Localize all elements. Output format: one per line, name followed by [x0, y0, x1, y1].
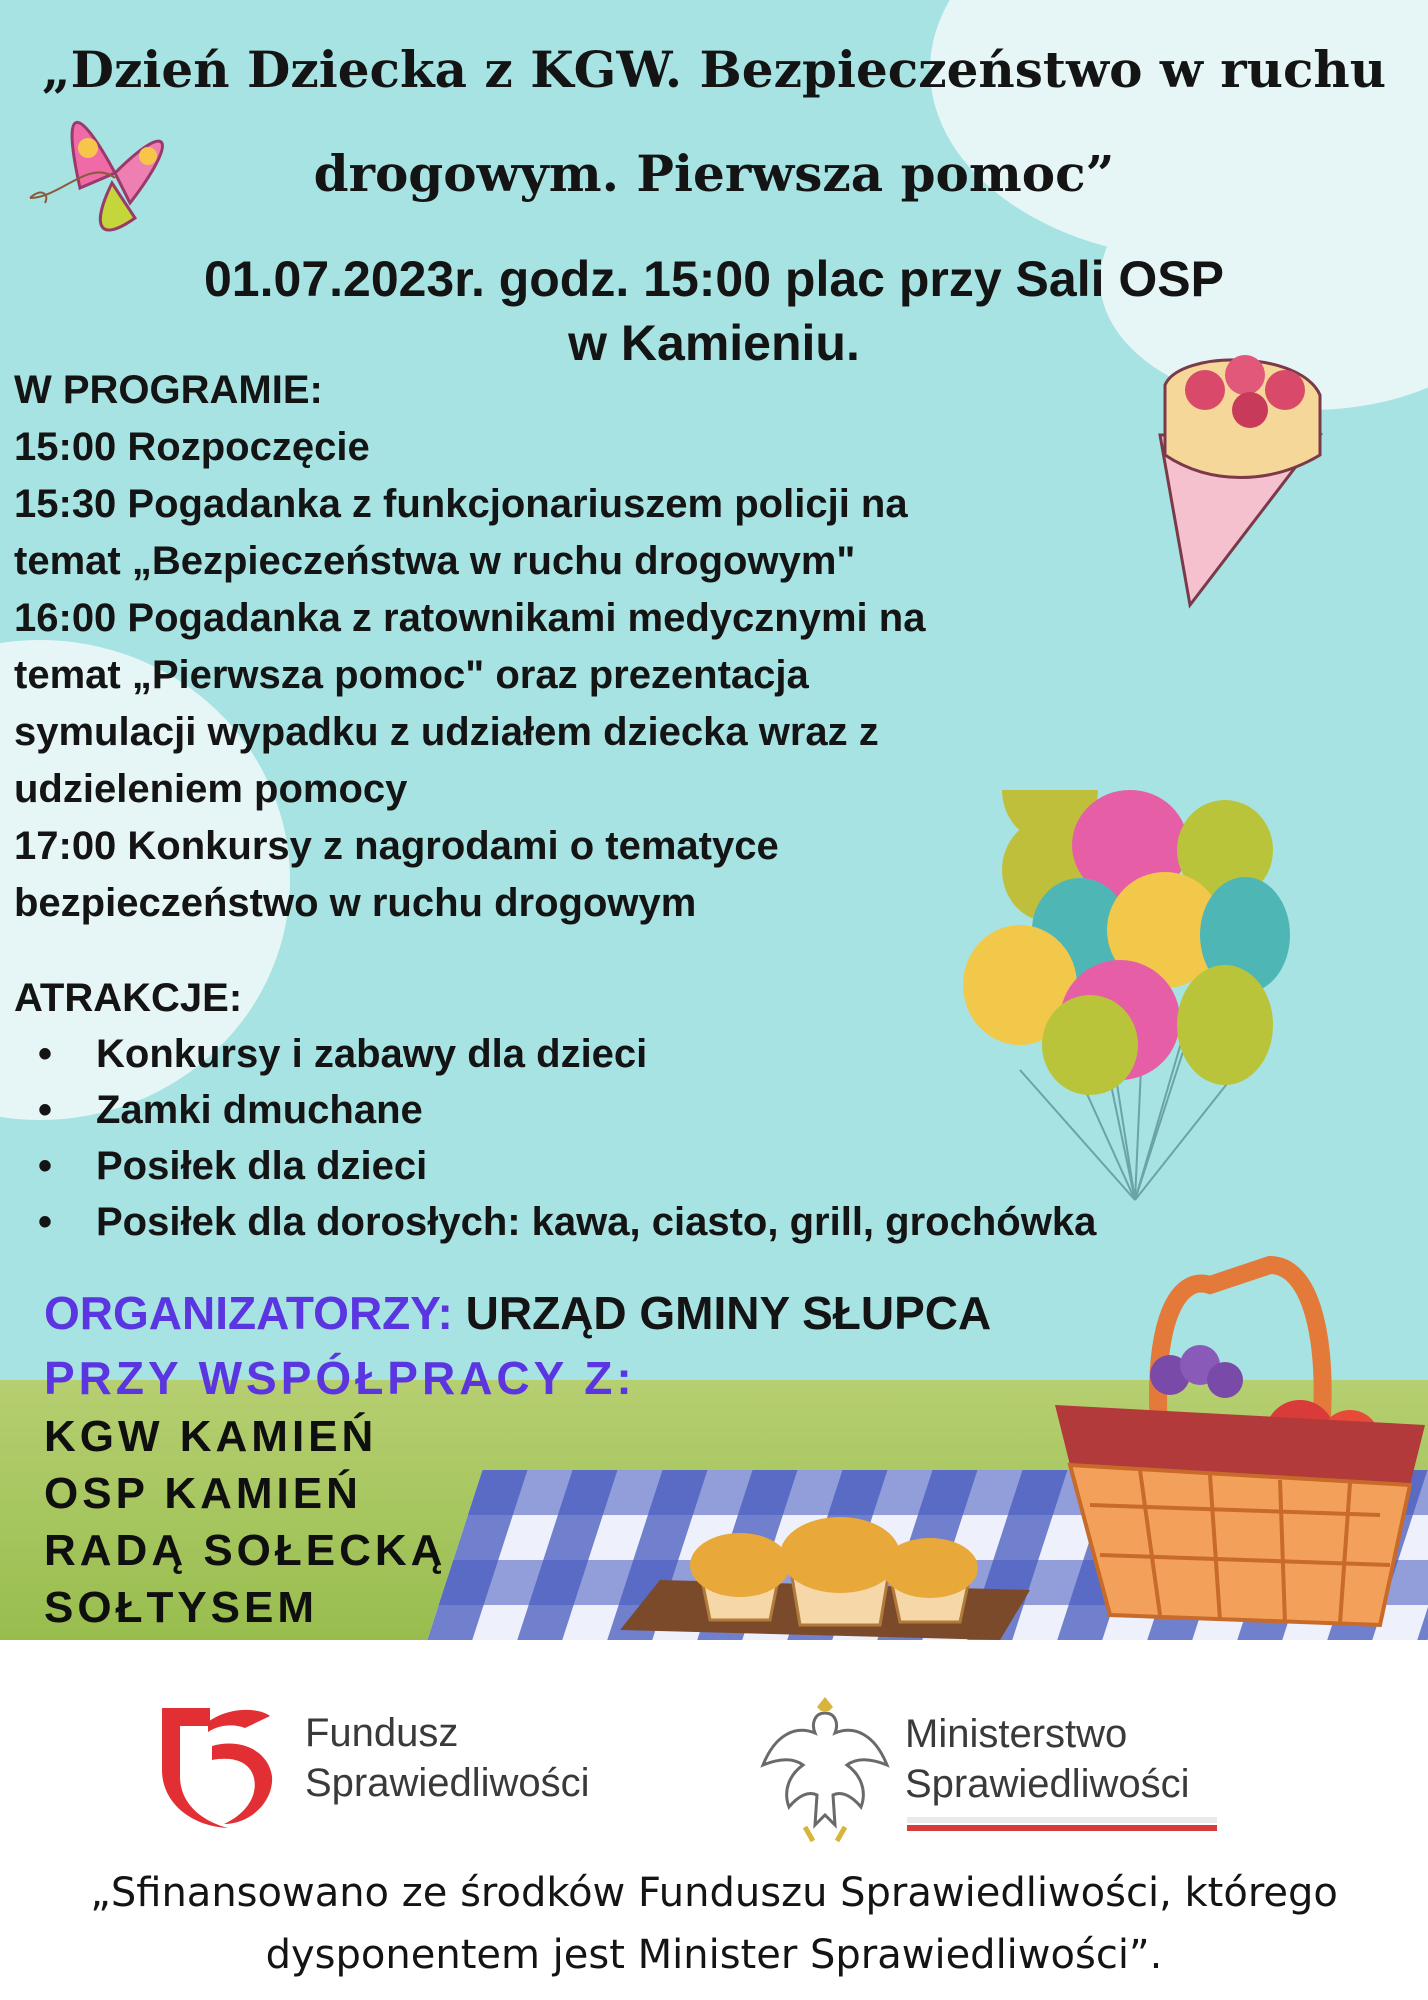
- event-date-line2: w Kamieniu.: [568, 315, 860, 371]
- list-item: • Posiłek dla dzieci: [14, 1138, 1096, 1194]
- list-item: • Posiłek dla dorosłych: kawa, ciasto, grill, grochówka: [14, 1194, 1096, 1250]
- program-line: 15:00 Rozpoczęcie: [14, 425, 370, 469]
- event-date-place: [0, 247, 1428, 375]
- ministerstwo-line1: Ministerstwo: [905, 1712, 1128, 1756]
- program-line: udzieleniem pomocy: [14, 767, 408, 811]
- list-item: • Zamki dmuchane: [14, 1082, 1096, 1138]
- list-item: • Konkursy i zabawy dla dzieci: [14, 1026, 1096, 1082]
- fundusz-line2: Sprawiedliwości: [305, 1761, 590, 1805]
- program-line: temat „Pierwsza pomoc" oraz prezentacja: [14, 653, 809, 697]
- program-heading: W PROGRAMIE:: [14, 368, 323, 412]
- ministerstwo-logo-text: [905, 1709, 1190, 1809]
- organizers-label: ORGANIZATORZY:: [44, 1287, 453, 1339]
- organizers-name: URZĄD GMINY SŁUPCA: [465, 1287, 992, 1339]
- attractions-section: [14, 970, 1096, 1250]
- flag-bar-white: [907, 1817, 1217, 1823]
- attractions-heading: ATRAKCJE:: [14, 976, 243, 1020]
- partner-item: SOŁTYSEM: [44, 1583, 319, 1632]
- eagle-emblem-icon: [755, 1695, 895, 1845]
- financing-line1: „Sfinansowano ze środków Funduszu Sprawiedliwości, którego: [90, 1870, 1338, 1916]
- fundusz-logo-text: [305, 1708, 590, 1808]
- event-title: [0, 18, 1428, 226]
- partners-list: [44, 1408, 446, 1636]
- program-section: [14, 362, 1144, 932]
- financing-line2: dysponentem jest Minister Sprawiedliwości”.: [265, 1932, 1163, 1978]
- partner-item: RADĄ SOŁECKĄ: [44, 1526, 447, 1575]
- fundusz-logo: [150, 1698, 660, 1838]
- program-line: 15:30 Pogadanka z funkcjonariuszem policji na: [14, 482, 908, 526]
- program-line: 16:00 Pogadanka z ratownikami medycznymi na: [14, 596, 926, 640]
- picnic-basket-icon: [1050, 1255, 1428, 1635]
- crepe-icon: [1150, 345, 1330, 615]
- event-title-line1: „Dzień Dziecka z KGW. Bezpieczeństwo w ruchu: [41, 40, 1387, 99]
- event-date-line1: 01.07.2023r. godz. 15:00 plac przy Sali OSP: [204, 251, 1224, 307]
- organizers-section: [44, 1280, 991, 1410]
- program-line: bezpieczeństwo w ruchu drogowym: [14, 881, 697, 925]
- program-line: 17:00 Konkursy z nagrodami o tematyce: [14, 824, 779, 868]
- program-line: temat „Bezpieczeństwa w ruchu drogowym": [14, 539, 856, 583]
- organizers-row: [44, 1280, 991, 1346]
- financing-note: [0, 1862, 1428, 1986]
- attractions-list: [14, 1026, 1096, 1250]
- ministerstwo-logo: [755, 1695, 1315, 1845]
- partner-item: KGW KAMIEŃ: [44, 1412, 378, 1461]
- fundusz-emblem-icon: [150, 1698, 290, 1838]
- cooperation-label: PRZY WSPÓŁPRACY Z:: [44, 1352, 636, 1404]
- event-title-line2: drogowym. Pierwsza pomoc”: [313, 144, 1115, 203]
- fundusz-line1: Fundusz: [305, 1711, 459, 1755]
- flag-bar-red: [907, 1825, 1217, 1831]
- ministerstwo-line2: Sprawiedliwości: [905, 1762, 1190, 1806]
- program-line: symulacji wypadku z udziałem dziecka wraz z: [14, 710, 879, 754]
- muffins-icon: [620, 1510, 1030, 1640]
- partner-item: OSP KAMIEŃ: [44, 1469, 362, 1518]
